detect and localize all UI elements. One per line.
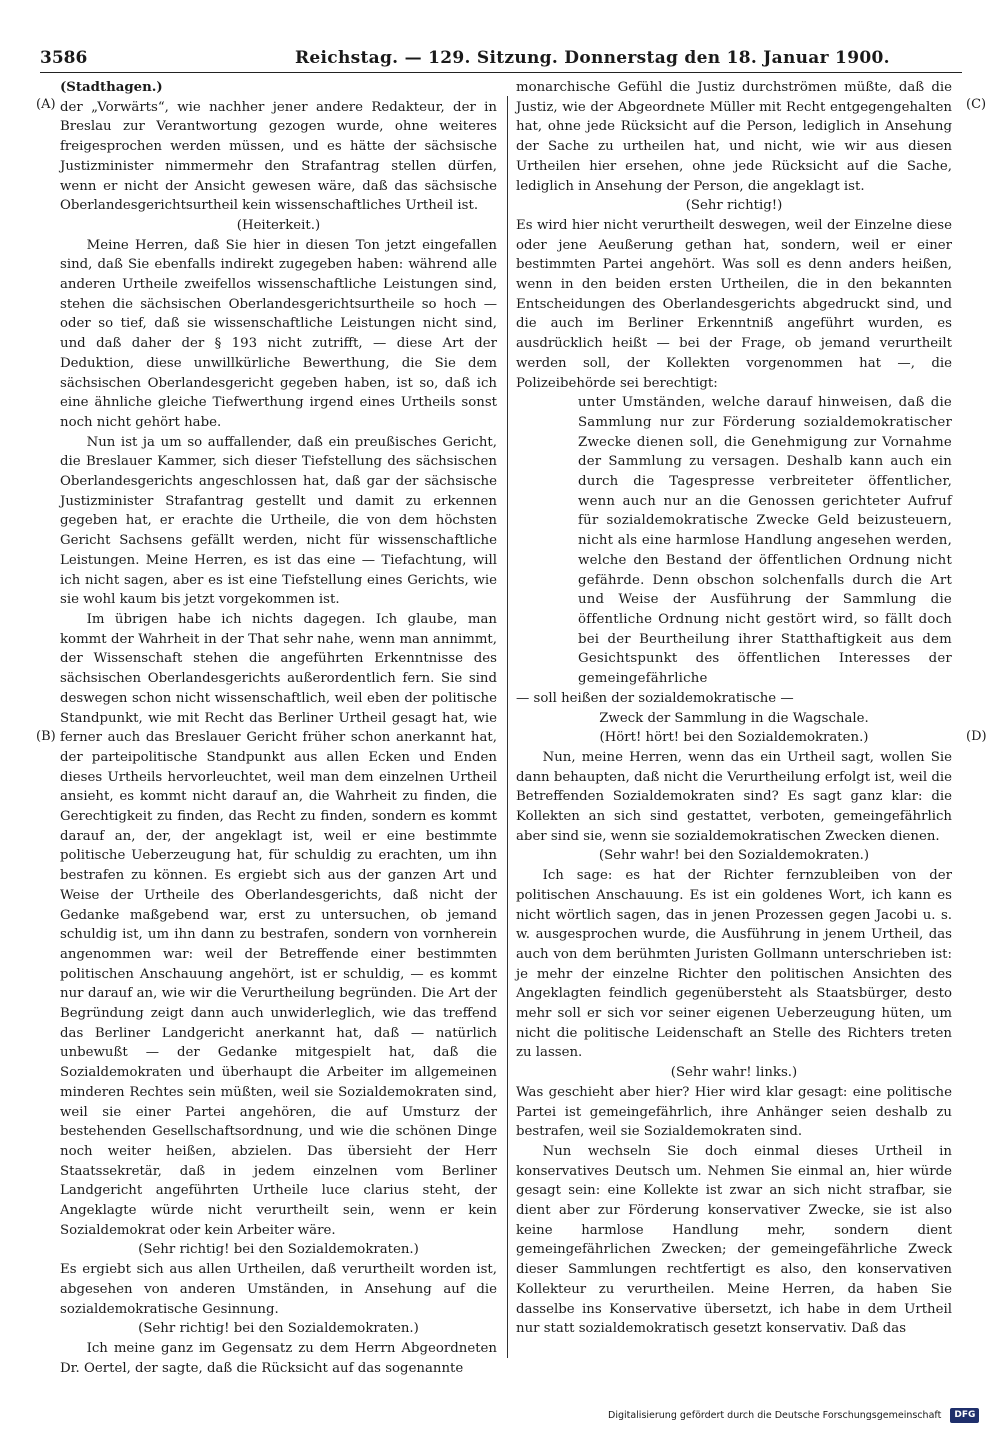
margin-marker-b: (B) [36,729,56,744]
paragraph: Was geschieht aber hier? Hier wird klar gesagt: eine politische Partei ist gemeingefährlich, ihre Anhänger seien deshalb zu bestrafen, weil sie Sozialdemokraten sind. [516,1084,952,1140]
interjection: (Sehr richtig! bei den Sozialdemokraten.) [138,1242,419,1258]
interjection: (Sehr richtig! bei den Sozialdemokraten.) [138,1321,419,1337]
quote-conclusion: Zweck der Sammlung in die Wagschale. [599,710,869,726]
page-number: 3586 [40,48,88,68]
dfg-logo-icon: DFG [950,1408,979,1423]
paragraph: Nun, meine Herren, wenn das ein Urtheil sagt, wollen Sie dann behaupten, daß nicht die Verurtheilung erfolgt ist, weil die Betreffenden Sozialdemokraten sind? Es sagt ganz klar: die Kollekten an sich sind gestattet, verboten, gemeingefährlich aber sind sie, wenn sie sozialdemokratischen Zwecken dienen. [516,749,952,844]
paragraph: Meine Herren, daß Sie hier in diesen Ton jetzt eingefallen sind, daß Sie ebenfalls indirekt zugegeben haben: während alle anderen Urtheile zweifellos wissenschaftliche Leistungen sind, stehen die sächsischen Oberlandesgerichtsurtheile so hoch — oder so tief, daß sie wissenschaftliche Leistungen nicht sind, und daß daher der § 193 nicht zutrifft, — diese Art der Deduktion, diese unwillkürliche Bewerthung, die Sie dem sächsischen Oberlandesgericht gegeben haben, ist so, daß ich eine ähnliche gleiche Tiefwerthung irgend eines Urtheils sonst noch nicht gehört habe. [60,237,497,430]
running-title: Reichstag. — 129. Sitzung. Donnerstag den 18. Januar 1900. [295,48,890,68]
page-header [40,46,962,70]
paragraph: Es wird hier nicht verurtheilt deswegen, weil der Einzelne diese oder jene Aeußerung gethan hat, sondern, weil er einer bestimmten Partei angehört. Was soll es denn anders heißen, wenn in den beiden ersten Urtheilen, die in den bekannten Entscheidungen des Oberlandesgerichts abgedruckt sind, und die auch im Berliner Erkenntniß angeführt wurden, es ausdrücklich heißt — bei der Frage, ob jemand verurtheilt werden soll, der Kollekten vorgenommen hat —, die Polizeibehörde sei berechtigt: [516,217,952,391]
digitization-credit [608,1406,988,1426]
interjection: (Heiterkeit.) [236,217,321,233]
right-column [516,78,952,1339]
paragraph: Nun wechseln Sie doch einmal dieses Urtheil in konservatives Deutsch um. Nehmen Sie einmal an, hier würde gesagt sein: eine Kollekte ist zwar an sich nicht strafbar, sie dient aber zur Förderung konservativer Zwecke, sie ist also keine harmlose Handlung mehr, sondern dient gemeingefährlichen Zwecken; der gemeingefährliche Zweck dieser Sammlungen rechtfertigt es also, den konservativen Kollekteur zu verurtheilen. Meine Herren, da haben Sie dasselbe ins Konservative übersetzt, ich habe in dem Urtheil nur statt sozialdemokratisch gesetzt konservativ. Daß das [516,1143,952,1337]
margin-marker-a: (A) [36,97,56,112]
margin-marker-d: (D) [966,729,987,744]
interjection: (Hört! hört! bei den Sozialdemokraten.) [599,730,869,746]
speaker-name: (Stadthagen.) [60,80,163,95]
interjection: (Sehr wahr! links.) [670,1065,798,1081]
paragraph: Im übrigen habe ich nichts dagegen. Ich glaube, man kommt der Wahrheit in der That sehr nahe, wenn man annimmt, der Wissenschaft stehen die angeführten Erkenntnisse des sächsischen Oberlandesgerichts außerordentlich fern. Sie sind deswegen schon nicht wissenschaftlich, weil eben der politische Standpunkt, wie mit Recht das Berliner Urtheil gesagt hat, wie ferner auch das Breslauer Gericht früher schon anerkannt hat, der parteipolitische Standpunkt aus allen Ecken und Enden dieses Urtheils hervorleuchtet, weil man dem einzelnen Urtheil ansieht, es kommt nicht darauf an, die Wahrheit zu finden, die Gerechtigkeit zu finden, das Recht zu finden, sondern es kommt darauf an, der, der angeklagt ist, weil er eine bestimmte politische Ueberzeugung hat, für schuldig zu erachten, um ihn bestrafen zu können. Es ergiebt sich aus der ganzen Art und Weise der Urtheile des Oberlandesgerichts, daß nicht der Gedanke maßgebend war, erst zu untersuchen, ob jemand schuldig ist, um ihn dann zu bestrafen, sondern von vornherein angenommen war: weil der Betreffende einer bestimmten politischen Anschauung angehört, ist er schuldig, — es kommt nur darauf an, wie wir die Verurtheilung begründen. Die Art der Begründung zeigt dann auch unwiderleglich, wie das treffend das Berliner Landgericht anerkannt hat, daß — natürlich unbewußt — der Gedanke mitgespielt hat, daß die Sozialdemokraten und überhaupt die Arbeiter im allgemeinen minderen Rechtes sein müßten, weil sie Sozialdemokraten sind, weil sie einer Partei angehören, die auf Umsturz der bestehenden Gesellschaftsordnung, und wie die schönen Dinge noch weiter heißen, abzielen. Das übersieht der Herr Staatssekretär, daß in jedem einzelnen vom Berliner Landgericht angeführten Urtheile luce clarius steht, der Angeklagte würde nicht verurtheilt sein, wenn er kein Sozialdemokrat oder kein Arbeiter wäre. [60,611,497,1238]
credit-text: Digitalisierung gefördert durch die Deutsche Forschungsgemeinschaft [608,1410,942,1421]
quote-insertion: — soll heißen der sozialdemokratische — [516,690,794,706]
interjection: (Sehr richtig!) [685,198,783,214]
paragraph: Es ergiebt sich aus allen Urtheilen, daß verurtheilt worden ist, abgesehen von anderen Umständen, in Ansehung auf die sozialdemokratische Gesinnung. [60,1262,497,1317]
margin-marker-c: (C) [966,97,987,112]
paragraph: Ich meine ganz im Gegensatz zu dem Herrn Abgeordneten Dr. Oertel, der sagte, daß die Rücksicht auf das sogenannte [60,1341,497,1376]
column-divider [507,96,508,1358]
paragraph: der „Vorwärts“, wie nachher jener andere Redakteur, der in Breslau zur Verantwortung gezogen wurde, ohne weiteres freigesprochen werden müssen, und es hätte der sächsische Justizminister nimmermehr den Strafantrag stellen dürfen, wenn er nicht der Ansicht gewesen wäre, daß das sächsische Oberlandesgerichtsurtheil kein wissenschaftliches Urtheil ist. [60,99,497,214]
header-rule [40,72,962,73]
block-quote: unter Umständen, welche darauf hinweisen, daß die Sammlung nur zur Förderung sozialdemokratischer Zwecke dienen soll, die Genehmigung zur Vornahme der Sammlung zu versagen. Deshalb kann auch ein durch die Tagespresse verbreiteter öffentlicher, wenn auch nur an die Genossen gerichteter Aufruf für sozialdemokratische Zwecke Geld beizusteuern, nicht als eine harmlose Handlung angesehen werden, welche den Bestand der öffentlichen Ordnung nicht gefährde. Denn obschon solchenfalls durch die Art und Weise der Ausführung der Sammlung die öffentliche Ordnung nicht gestört wird, so fällt doch bei der Beurtheilung ihrer Statthaftigkeit aus dem Gesichtspunkt des öffentlichen Interesses der gemeingefährliche [578,395,952,687]
interjection: (Sehr wahr! bei den Sozialdemokraten.) [598,848,870,864]
paragraph: Nun ist ja um so auffallender, daß ein preußisches Gericht, die Breslauer Kammer, sich dieser Tiefstellung des sächsischen Oberlandesgerichts angeschlossen hat, daß gar der sächsische Justizminister Strafantrag gestellt und damit zu erkennen gegeben hat, er erachte die Urtheile, die von dem höchsten Gericht Sachsens gefällt werden, nicht für wissenschaftliche Leistungen. Meine Herren, es ist das eine — Tiefachtung, will ich nicht sagen, aber es ist eine Tiefstellung eines Gerichts, wie sie wohl kaum bis jetzt vorgekommen ist. [60,434,497,608]
paragraph: Ich sage: es hat der Richter fernzubleiben von der politischen Anschauung. Es ist ein goldenes Wort, ich kann es nicht wörtlich sagen, das in jenen Prozessen gegen Jacobi u. s. w. ausgesprochen wurde, die Ausführung in jenem Urtheil, das auch von dem berühmten Juristen Gollmann unterschrieben ist: je mehr der einzelne Richter den politischen Ansichten des Angeklagten feindlich gegenübersteht als Staatsbürger, desto mehr soll er sich vor seiner eigenen Ueberzeugung hüten, um nicht die politische Leidenschaft an Stelle des Richters treten zu lassen. [516,868,952,1061]
paragraph: monarchische Gefühl die Justiz durchströmen müßte, daß die Justiz, wie der Abgeordnete Müller mit Recht entgegengehalten hat, ohne jede Rücksicht auf die Person, lediglich in Ansehung der Sache zu urtheilen hat, und nicht, wie wir aus diesen Urtheilen hier ersehen, ohne jede Rücksicht auf die Sache, lediglich in Ansehung der Person, die angeklagt ist. [516,80,952,194]
left-column [60,78,497,1378]
